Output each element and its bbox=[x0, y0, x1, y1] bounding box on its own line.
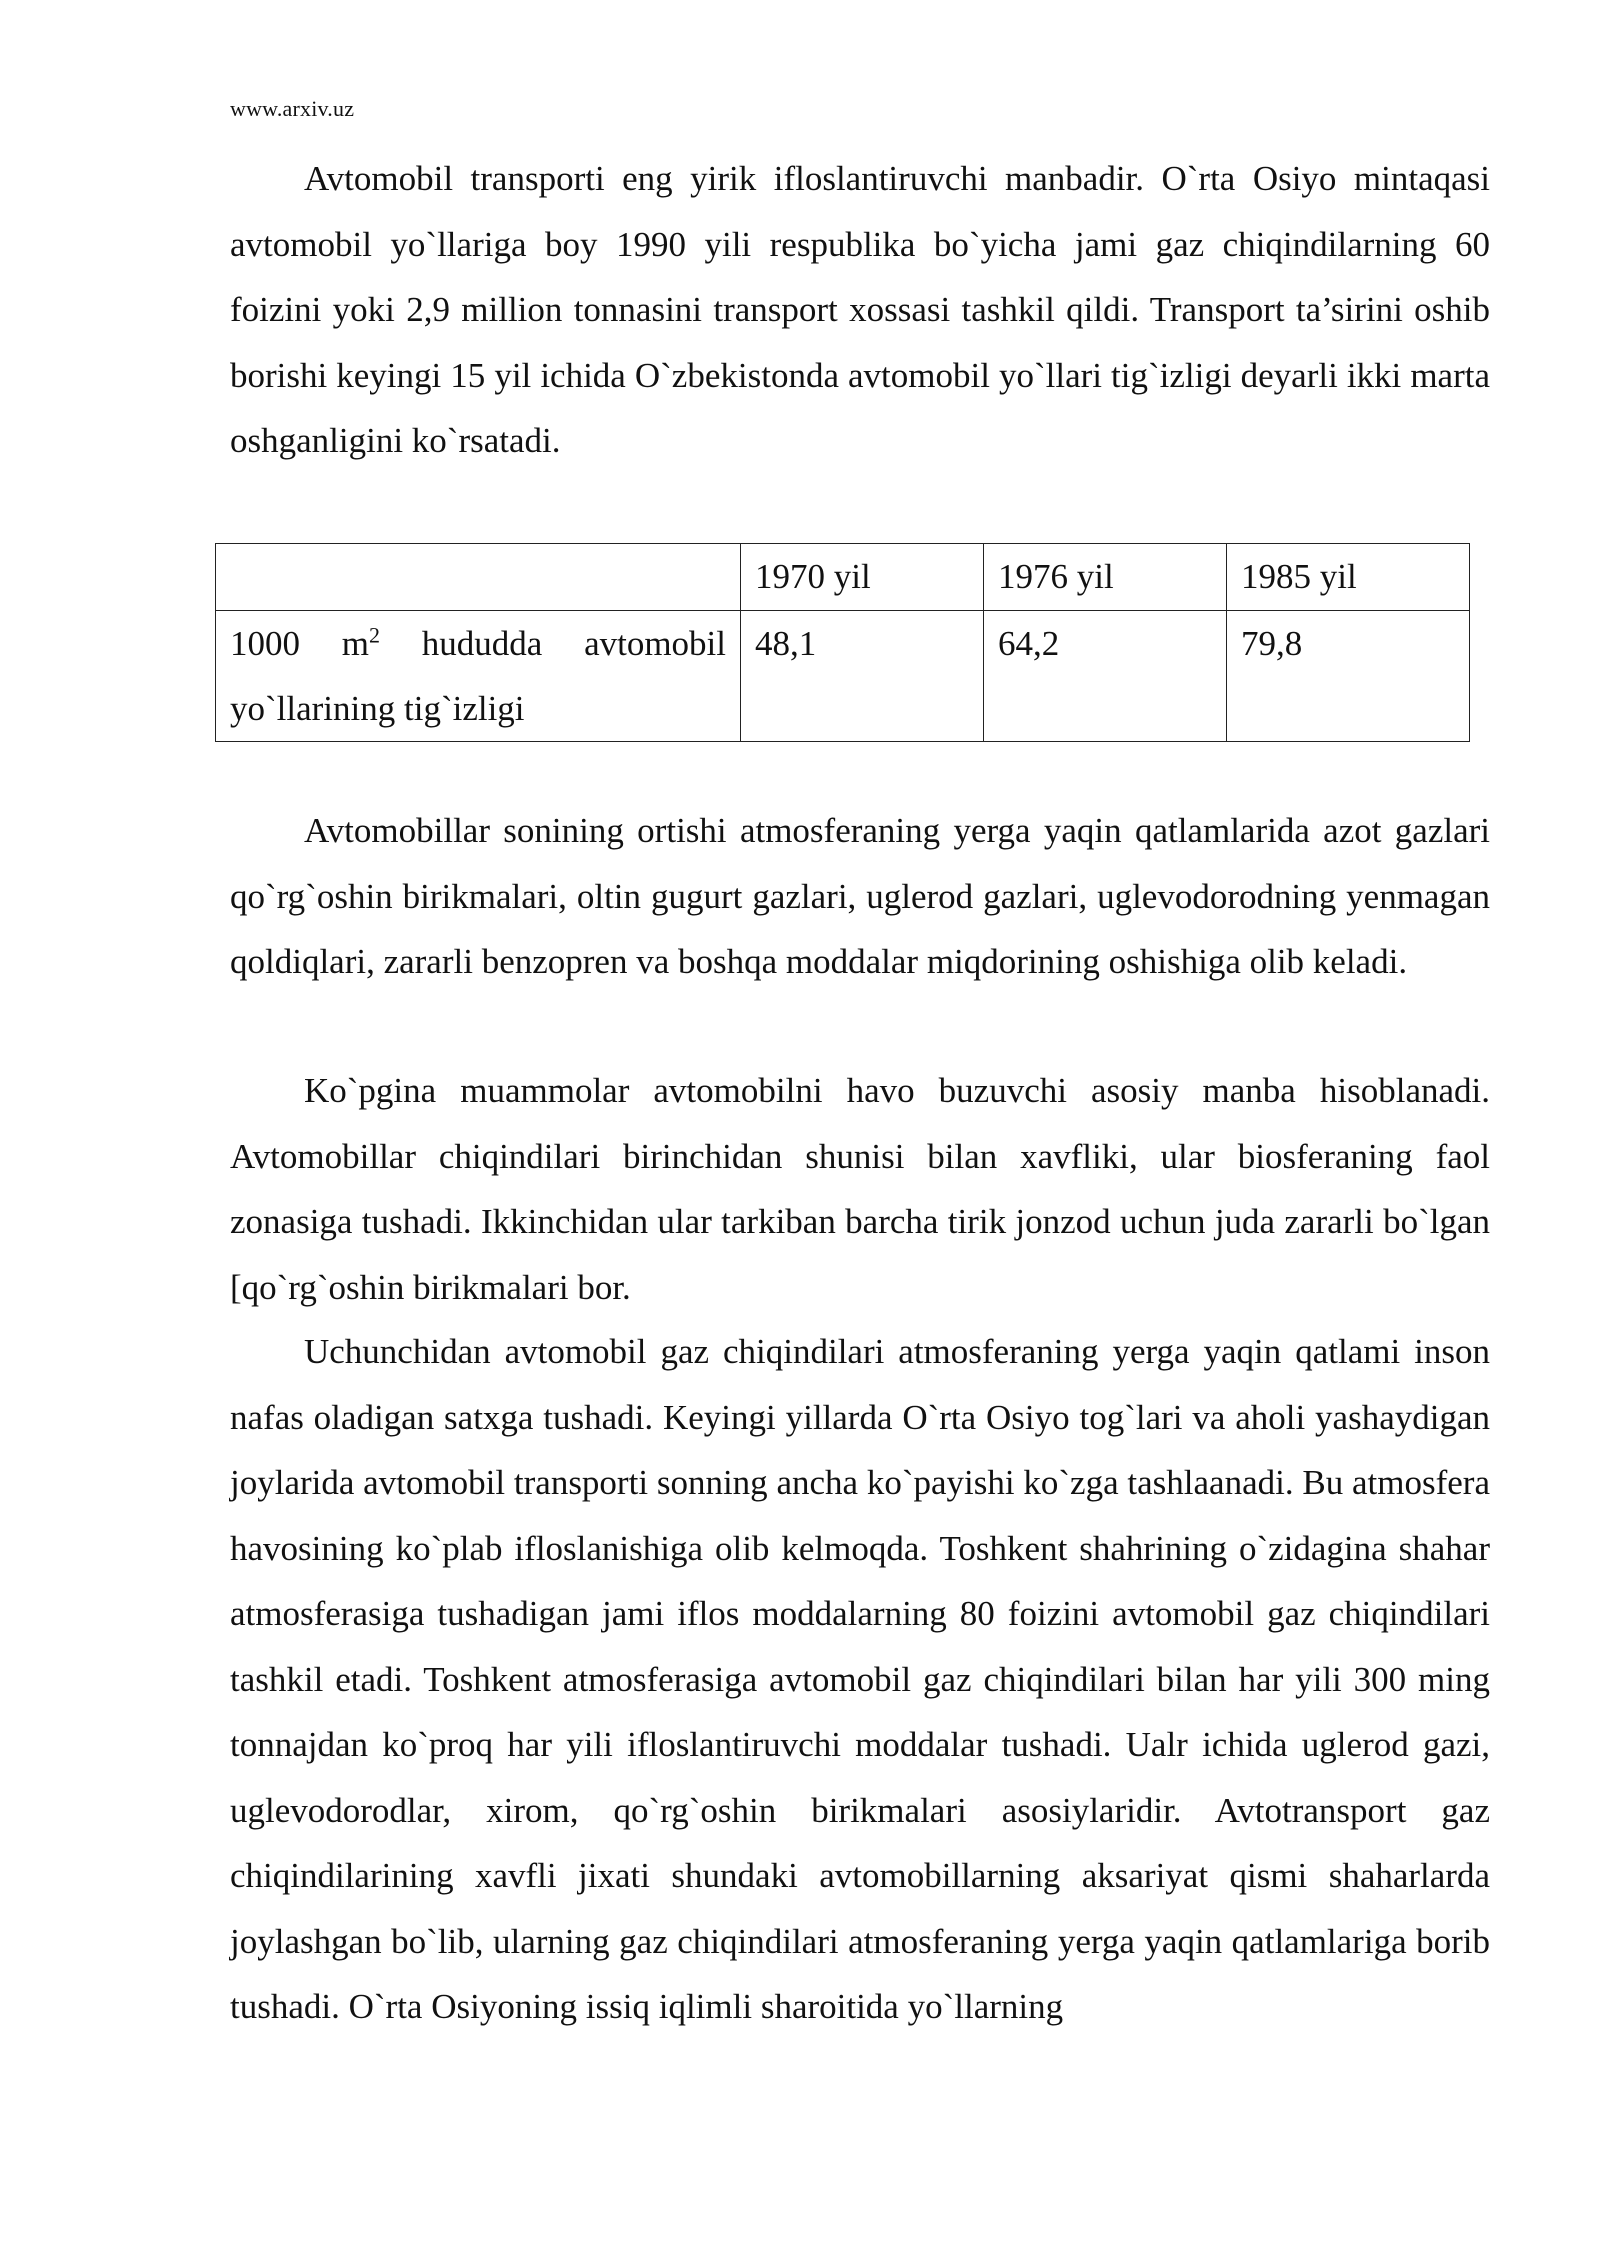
row-label-prefix: 1000 m bbox=[230, 624, 369, 663]
paragraph-1: Avtomobil transporti eng yirik ifloslantiruvchi manbadir. O`rta Osiyo mintaqasi avtomobil yo`llariga boy 1990 yili respublika bo`yicha jami gaz chiqindilarning 60 foizini yoki 2,9 million tonnasini transport xossasi tashkil qildi. Transport ta’sirini oshib borishi keyingi 15 yil ichida O`zbekistonda avtomobil yo`llari tig`izligi deyarli ikki marta oshganligini ko`rsatadi. bbox=[230, 159, 1490, 460]
paragraph-2: Avtomobillar sonining ortishi atmosferaning yerga yaqin qatlamlarida azot gazlari qo`rg`oshin birikmalari, oltin gugurt gazlari, uglerod gazlari, uglevodorodning yenmagan qoldiqlari, zararli benzopren va boshqa moddalar miqdorining oshishiga olib keladi. bbox=[230, 811, 1490, 981]
table-cell-1976: 64,2 bbox=[984, 611, 1227, 742]
row-label-superscript: 2 bbox=[369, 622, 380, 648]
table-header-row bbox=[216, 544, 1470, 611]
road-density-table bbox=[215, 543, 1470, 742]
paragraph-4: Uchunchidan avtomobil gaz chiqindilari atmosferaning yerga yaqin qatlami inson nafas oladigan satxga tushadi. Keyingi yillarda O`rta Osiyo tog`lari va aholi yashaydigan joylarida avtomobil transporti sonning ancha ko`payishi ko`zga tashlaanadi. Bu atmosfera havosining ko`plab ifloslanishiga olib kelmoqda. Toshkent shahrining o`zidagina shahar atmosferasiga tushadigan jami iflos moddalarning 80 foizini avtomobil gaz chiqindilari tashkil etadi. Toshkent atmosferasiga avtomobil gaz chiqindilari bilan har yili 300 ming tonnajdan ko`proq har yili ifloslantiruvchi moddalar tushadi. Ualr ichida uglerod gazi, uglevodorodlar, xirom, qo`rg`oshin birikmalari asosiylaridir. Avtotransport gaz chiqindilarining xavfli jixati shundaki avtomobillarning aksariyat qismi shaharlarda joylashgan bo`lib, ularning gaz chiqindilari atmosferaning yerga yaqin qatlamlariga borib tushadi. O`rta Osiyoning issiq iqlimli sharoitida yo`llarning bbox=[230, 1332, 1490, 2026]
road-density-table-wrapper bbox=[215, 543, 1470, 742]
table-row bbox=[216, 611, 1470, 742]
table-cell-1985: 79,8 bbox=[1227, 611, 1470, 742]
site-url: www.arxiv.uz bbox=[230, 96, 355, 121]
table-row-label bbox=[216, 611, 741, 742]
table-cell-1970: 48,1 bbox=[741, 611, 984, 742]
row-label-suffix: hududda avtomobil yo`llarining tig`izligi bbox=[230, 624, 726, 728]
paragraph-3: Ko`pgina muammolar avtomobilni havo buzuvchi asosiy manba hisoblanadi. Avtomobillar chiqindilari birinchidan shunisi bilan xavfliki, ular biosferaning faol zonasiga tushadi. Ikkinchidan ular tarkiban barcha tirik jonzod uchun juda zararli bo`lgan [qo`rg`oshin birikmalari bor. bbox=[230, 1071, 1490, 1307]
table-header-1970: 1970 yil bbox=[741, 544, 984, 611]
table-header-1985: 1985 yil bbox=[1227, 544, 1470, 611]
table-header-1976: 1976 yil bbox=[984, 544, 1227, 611]
table-header-empty bbox=[216, 544, 741, 611]
